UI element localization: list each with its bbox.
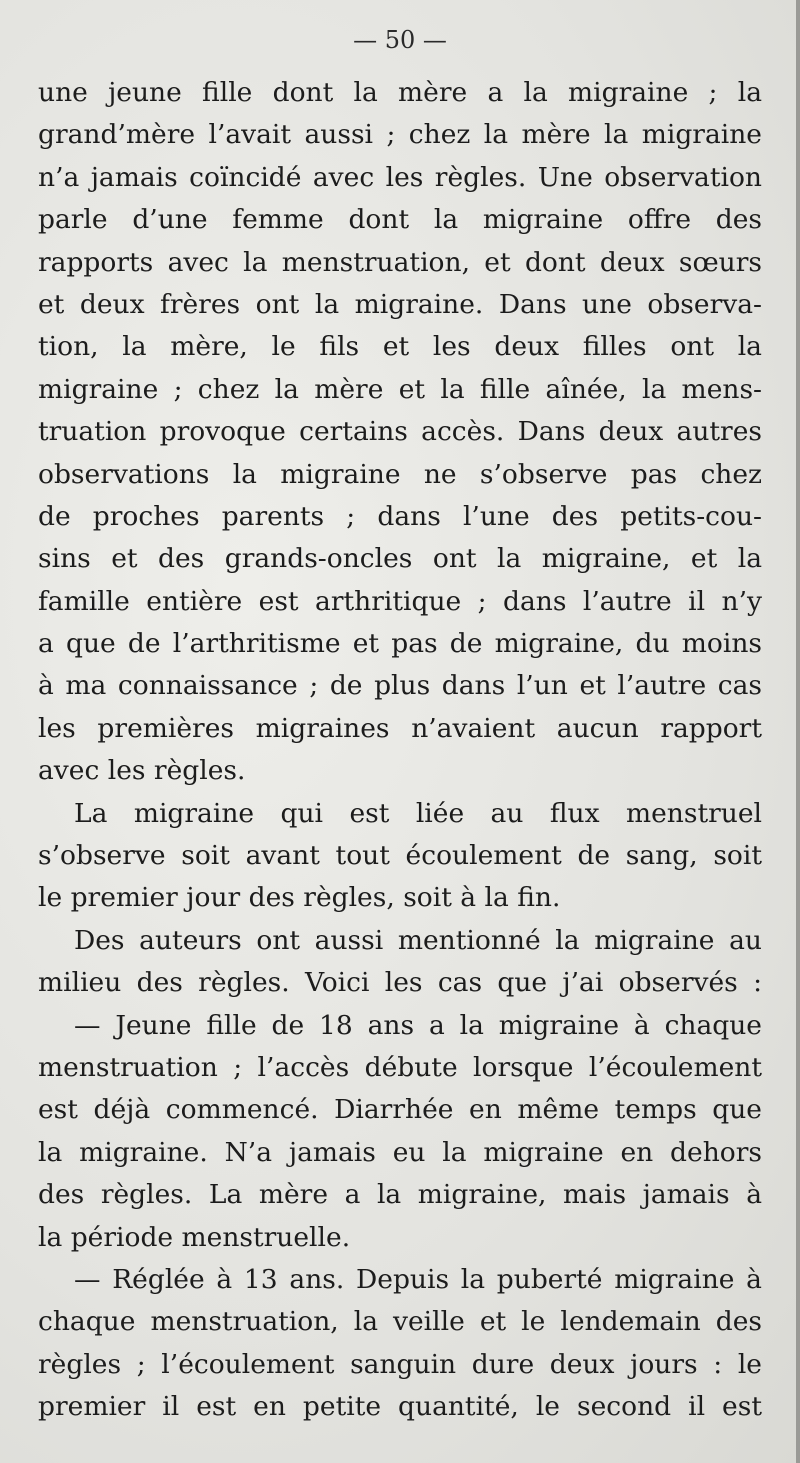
text-line: grand’mère l’avait aussi ; chez la mère la migraine [38,119,762,151]
text-line: rapports avec la menstruation, et dont deux sœurs [38,246,762,278]
text-line: le premier jour des règles, soit à la fin. [38,882,561,914]
text-line: s’observe soit avant tout écoulement de sang, soit [38,840,762,872]
text-line: chaque menstruation, la veille et le lendemain des [38,1306,762,1338]
text-line: une jeune fille dont la mère a la migraine ; la [38,77,762,108]
text-line: a que de l’arthritisme et pas de migraine, du moins [38,628,762,660]
text-line: premier il est en petite quantité, le second il est [38,1391,762,1423]
text-line: règles ; l’écoulement sanguin dure deux jours : le [38,1348,762,1380]
text-line: et deux frères ont la migraine. Dans une observa- [38,288,762,320]
body-text [38,72,762,1429]
text-line: les premières migraines n’avaient aucun rapport [38,712,762,744]
text-line: des règles. La mère a la migraine, mais jamais à [38,1179,762,1211]
text-line: est déjà commencé. Diarrhée en même temps que [38,1094,762,1126]
text-line: truation provoque certains accès. Dans deux autres [38,416,762,448]
page-number: — 50 — [353,26,447,54]
text-line: la migraine. N’a jamais eu la migraine en dehors [38,1136,762,1168]
text-line: sins et des grands-oncles ont la migraine, et la [38,543,762,575]
paragraph-start-line: Des auteurs ont aussi mentionné la migraine au [74,924,762,956]
text-line: menstruation ; l’accès débute lorsque l’écoulement [38,1051,762,1083]
text-line: n’a jamais coïncidé avec les règles. Une observation [38,161,762,193]
text-line: famille entière est arthritique ; dans l’autre il n’y [38,585,762,617]
text-line: de proches parents ; dans l’une des petits-cou- [38,500,762,532]
paragraph-start-line: La migraine qui est liée au flux menstruel [74,797,762,829]
case-start-line: — Jeune fille de 18 ans a la migraine à chaque [74,1009,762,1041]
text-line: avec les règles. [38,755,246,787]
text-line: observations la migraine ne s’observe pas chez [38,458,762,490]
text-line: à ma connaissance ; de plus dans l’un et l’autre cas [38,670,762,702]
text-line: migraine ; chez la mère et la fille aînée, la mens- [38,373,762,405]
text-line: milieu des règles. Voici les cas que j’ai observés : [38,967,762,999]
text-line: tion, la mère, le fils et les deux filles ont la [38,331,762,363]
text-line: la période menstruelle. [38,1221,351,1253]
case-start-line: — Réglée à 13 ans. Depuis la puberté migraine à [74,1263,762,1295]
text-line: parle d’une femme dont la migraine offre des [38,204,762,236]
